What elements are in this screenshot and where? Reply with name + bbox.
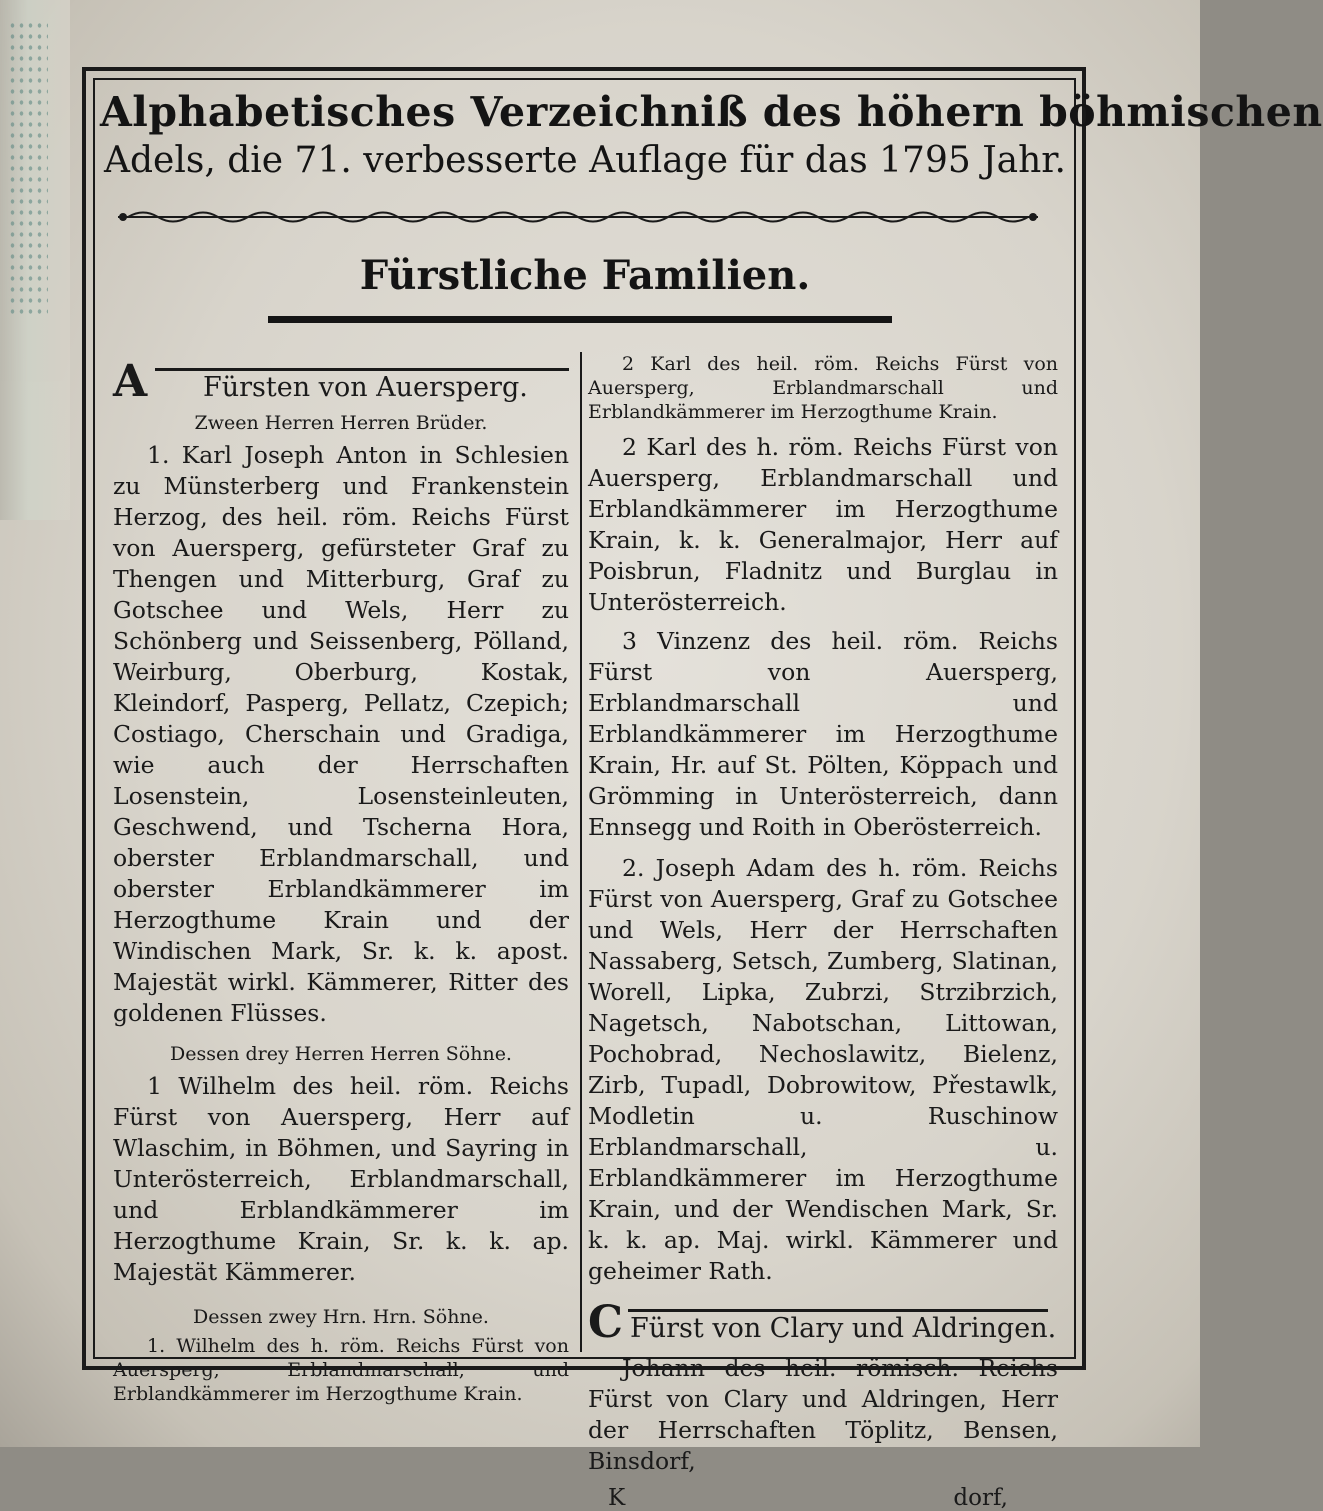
drop-letter: C [588,1297,624,1348]
entry-paragraph: Johann des heil. römisch. Reichs Fürst von Clary und Aldringen, Herr der Herrschaften Töplitz, Bensen, Binsdorf, [588,1354,1058,1475]
entry-paragraph: 1. Wilhelm des h. röm. Reichs Fürst von Auersperg, Erblandmarschall, und Erblandkämmerer im Herzogthume Krain. [113,1335,569,1405]
section-heading-auersperg [113,356,569,412]
title-underline [268,316,892,323]
torn-binding-edge [0,0,70,520]
header-line-1: Alphabetisches Verzeichniß des höhern böhmischen [100,88,1323,136]
heading-title: Fürsten von Auersperg. [203,372,528,403]
entry-paragraph: 2. Joseph Adam des h. röm. Reichs Fürst von Auersperg, Graf zu Gotschee und Wels, Herr der Herrschaften Nassaberg, Setsch, Zumberg, Slatinan, Worell, Lipka, Zubrzi, Strzibrzich, Nagetsch, Nabotschan, Littowan, Pochobrad, Nechoslawitz, Bielenz, Zirb, Tupadl, Dobrowitow, Přestawlk, Modletin u. Ruschinow Erblandmarschall, u. Erblandkämmerer im Herzogthume Krain, und der Wendischen Mark, Sr. k. k. ap. Maj. wirkl. Kämmerer und geheimer Rath. [588,854,1058,1285]
entry-paragraph: 1 Wilhelm des heil. röm. Reichs Fürst von Auersperg, Herr auf Wlaschim, in Böhmen, und Sayring in Unterösterreich, Erblandmarschall, und Erblandkämmerer im Herzogthume Krain, Sr. k. k. ap. Majestät Kämmerer. [113,1072,569,1286]
entry-paragraph: 3 Vinzenz des heil. röm. Reichs Fürst von Auersperg, Erblandmarschall und Erblandkämmerer im Herzogthume Krain, Hr. auf St. Pölten, Köppach und Grömming in Unterösterreich, dann Ennsegg und Roith in Oberösterreich. [588,627,1058,841]
subheading: Dessen drey Herren Herren Söhne. [170,1043,512,1065]
entry-paragraph: 2 Karl des heil. röm. Reichs Fürst von Auersperg, Erblandmarschall und Erblandkämmerer im Herzogthume Krain. [588,353,1058,423]
subheading: Zween Herren Herren Brüder. [194,412,488,434]
drop-letter: A [113,356,148,407]
catchword: dorf, [953,1485,1008,1511]
entry-paragraph: 2 Karl des h. röm. Reichs Fürst von Auersperg, Erblandmarschall und Erblandkämmerer im Herzogthume Krain, k. k. Generalmajor, Herr auf Poisbrun, Fladnitz und Burglau in Unterösterreich. [588,433,1058,616]
right-column [588,352,1058,1511]
heading-title: Fürst von Clary und Aldringen. [630,1313,1057,1344]
subheading: Dessen zwey Hrn. Hrn. Söhne. [193,1306,489,1328]
section-title: Fürstliche Familien. [359,252,811,299]
signature-mark: K [608,1485,626,1511]
heading-rule [155,368,569,371]
heading-rule [628,1309,1048,1312]
entry-paragraph: 1. Karl Joseph Anton in Schlesien zu Münsterberg und Frankenstein Herzog, des heil. röm. Reichs Fürst von Auersperg, gefürsteter Graf zu Thengen und Mitterburg, Graf zu Gotschee und Wels, Herr zu Schönberg und Seissenberg, Pölland, Weirburg, Oberburg, Kostak, Kleindorf, Pasperg, Pellatz, Czepich; Costiago, Cherschain und Gradiga, wie auch der Herrschaften Losenstein, Losensteinleuten, Geschwend, und Tscherna Hora, oberster Erblandmarschall, und oberster Erblandkämmerer im Herzogthume Krain und der Windischen Mark, Sr. k. k. apost. Majestät wirkl. Kämmerer, Ritter des goldenen Flüsses. [113,441,569,1027]
section-heading-clary [588,1297,1058,1353]
left-column [113,356,569,1414]
ornamental-chain-divider [118,208,1038,226]
header-line-2: Adels, die 71. verbesserte Auflage für das 1795 Jahr. [104,140,1066,181]
catchword-line [588,1485,1058,1511]
column-divider [580,352,582,1352]
